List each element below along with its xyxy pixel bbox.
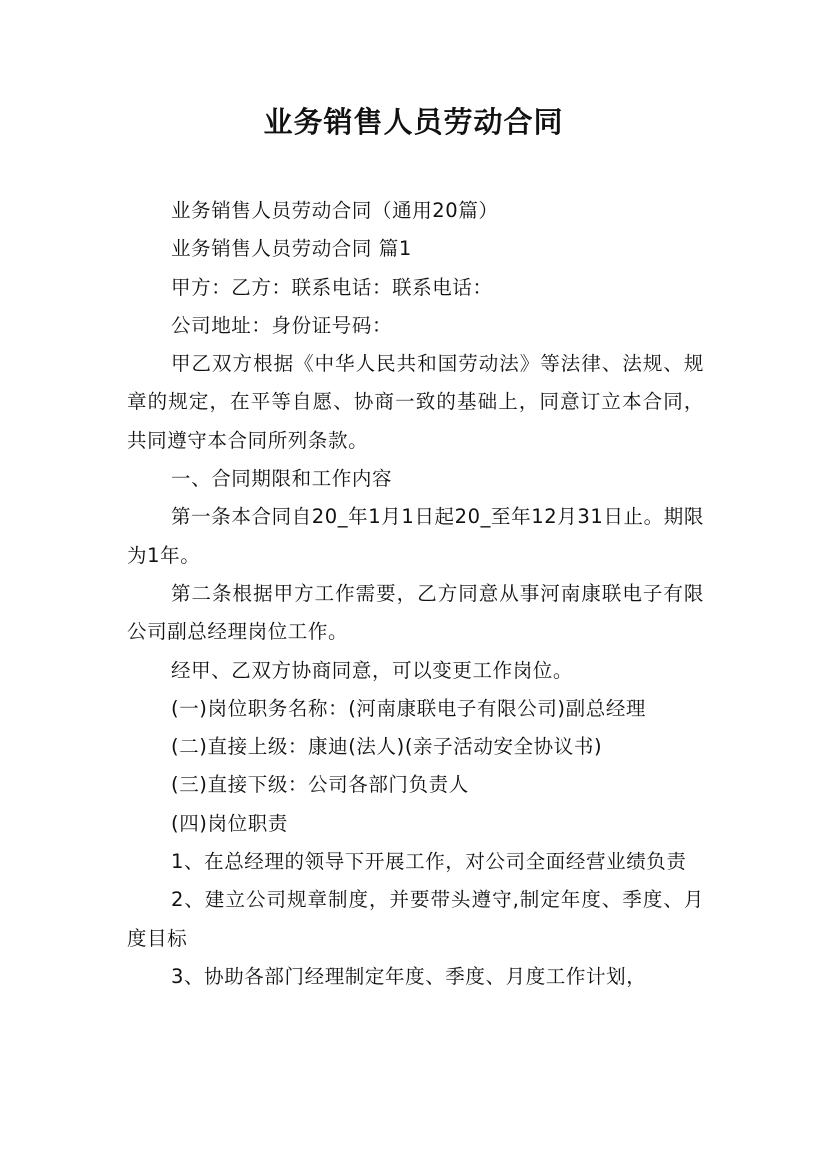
paragraph-address: 公司地址：身份证号码： — [171, 313, 393, 337]
paragraph-position-title: (一)岗位职务名称：(河南康联电子有限公司)副总经理 — [171, 696, 647, 720]
paragraph-article-two: 第二条根据甲方工作需要，乙方同意从事河南康联电子有限公司副总经理岗位工作。 — [127, 581, 704, 644]
paragraph-direct-superior: (二)直接上级：康迪(法人)(亲子活动安全协议书) — [171, 735, 603, 759]
paragraph-position-change: 经甲、乙双方协商同意，可以变更工作岗位。 — [171, 658, 574, 682]
paragraph-duty-2: 2、建立公司规章制度，并要带头遵守,制定年度、季度、月度目标 — [127, 888, 704, 950]
paragraph-parties: 甲方：乙方：联系电话：联系电话： — [171, 275, 493, 299]
paragraph-duty-3: 3、协助各部门经理制定年度、季度、月度工作计划， — [171, 964, 647, 988]
paragraph-duties-heading: (四)岗位职责 — [171, 811, 288, 835]
document-title: 业务销售人员劳动合同 — [263, 105, 564, 139]
paragraph-chapter-one: 一、合同期限和工作内容 — [171, 467, 393, 491]
document-body — [127, 192, 704, 996]
paragraph-section-heading: 业务销售人员劳动合同 篇1 — [171, 237, 412, 261]
paragraph-preamble: 甲乙双方根据《中华人民共和国劳动法》等法律、法规、规章的规定，在平等自愿、协商一致的基础上，同意订立本合同，共同遵守本合同所列条款。 — [127, 352, 704, 452]
paragraph-duty-1: 1、在总经理的领导下开展工作，对公司全面经营业绩负责 — [171, 850, 687, 874]
paragraph-direct-subordinates: (三)直接下级：公司各部门负责人 — [171, 773, 469, 797]
paragraph-subtitle: 业务销售人员劳动合同（通用20篇） — [171, 199, 499, 222]
paragraph-article-one: 第一条本合同自20_年1月1日起20_至年12月31日止。期限为1年。 — [127, 505, 704, 567]
